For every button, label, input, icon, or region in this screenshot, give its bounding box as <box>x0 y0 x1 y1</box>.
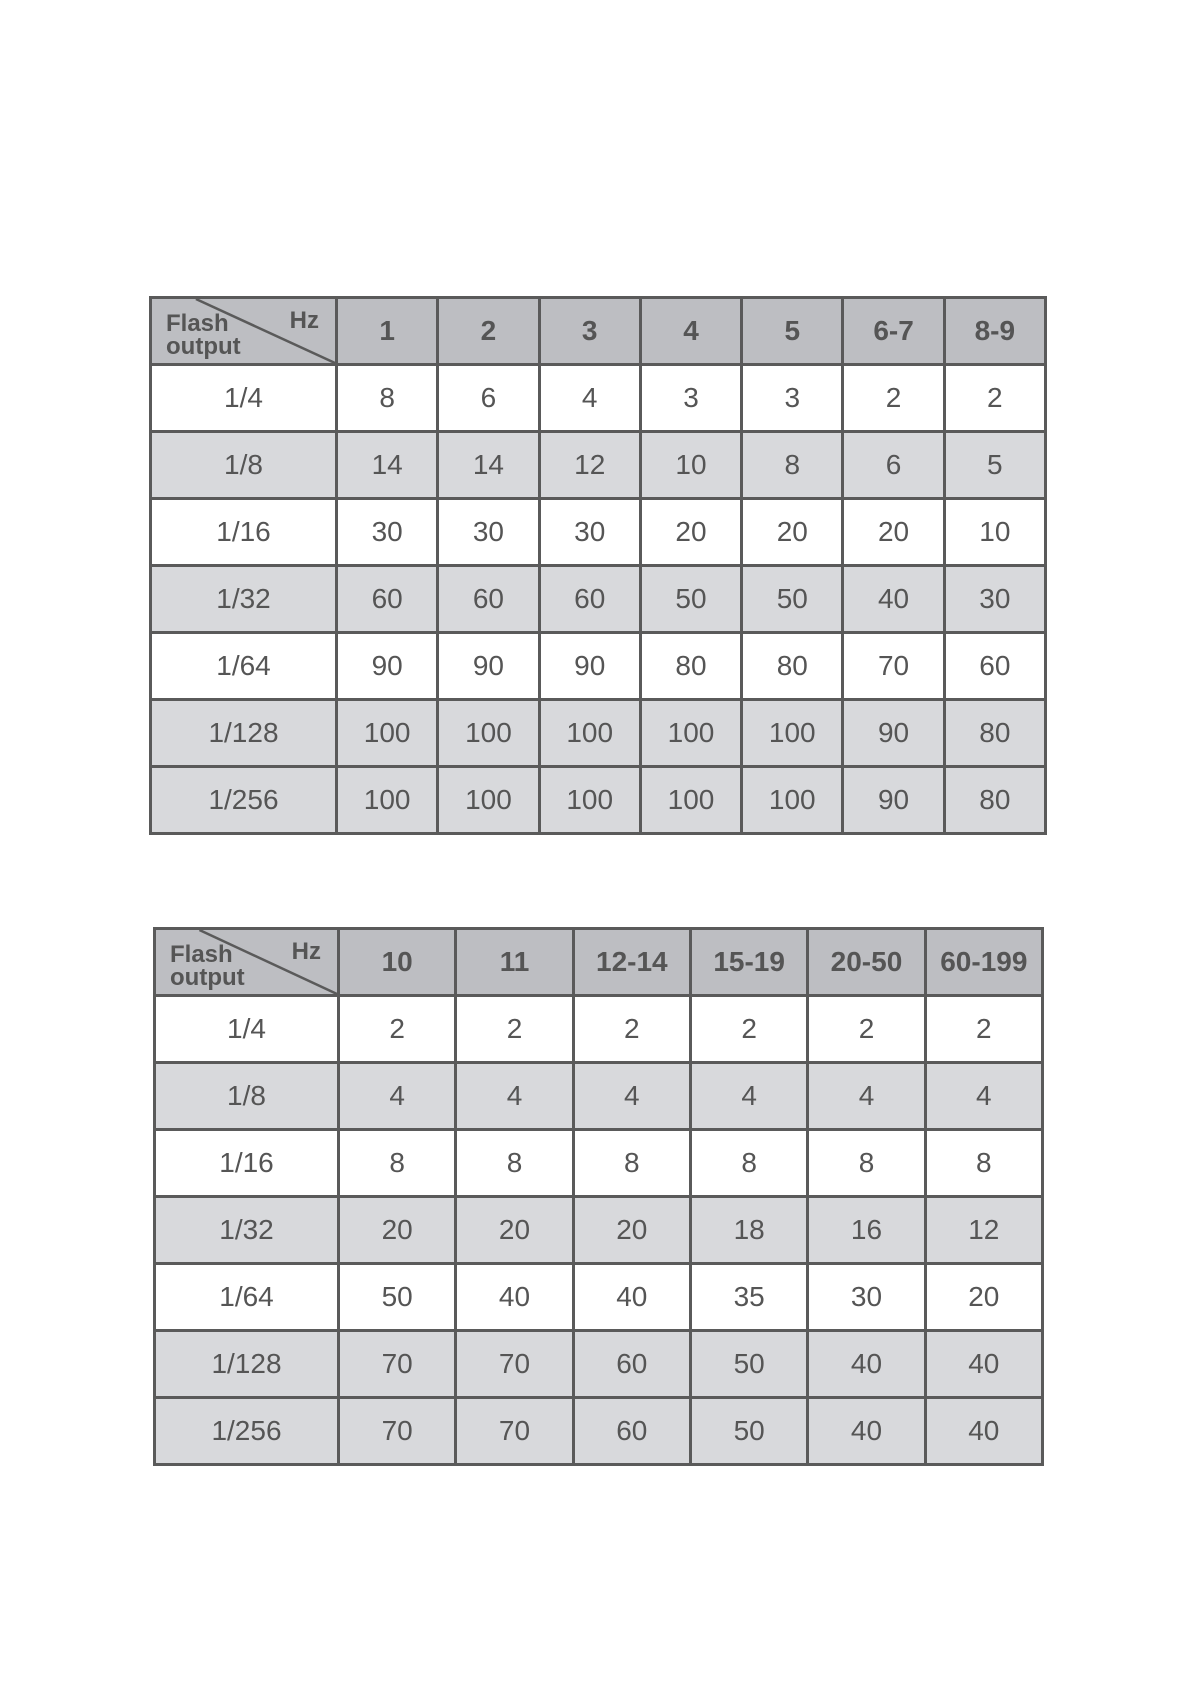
table-row <box>151 365 1046 432</box>
row-label: 1/16 <box>155 1130 339 1197</box>
table-row <box>155 1197 1043 1264</box>
hz-header: 1 <box>337 298 438 365</box>
table-cell: 70 <box>456 1398 573 1465</box>
table-cell: 4 <box>808 1063 925 1130</box>
hz-header: 20-50 <box>808 929 925 996</box>
table-cell: 20 <box>339 1197 456 1264</box>
table-cell: 30 <box>944 566 1045 633</box>
table-cell: 80 <box>944 767 1045 834</box>
corner-label-hz: Hz <box>291 938 321 965</box>
hz-header: 11 <box>456 929 573 996</box>
table-cell: 70 <box>843 633 944 700</box>
table-cell: 40 <box>808 1398 925 1465</box>
table-cell: 4 <box>925 1063 1042 1130</box>
table-cell: 60 <box>573 1398 690 1465</box>
table-cell: 50 <box>640 566 741 633</box>
table-row <box>151 499 1046 566</box>
hz-header: 5 <box>742 298 843 365</box>
table-cell: 20 <box>640 499 741 566</box>
table-cell: 90 <box>438 633 539 700</box>
table-row <box>151 566 1046 633</box>
hz-header: 15-19 <box>690 929 807 996</box>
row-label: 1/4 <box>151 365 337 432</box>
table-cell: 70 <box>339 1331 456 1398</box>
table-cell: 8 <box>339 1130 456 1197</box>
corner-header-cell <box>155 929 339 996</box>
row-label: 1/8 <box>151 432 337 499</box>
table-cell: 100 <box>742 767 843 834</box>
table-row <box>151 633 1046 700</box>
table-cell: 3 <box>742 365 843 432</box>
table-cell: 100 <box>337 700 438 767</box>
table-cell: 2 <box>925 996 1042 1063</box>
table-cell: 6 <box>438 365 539 432</box>
table-cell: 10 <box>944 499 1045 566</box>
table-cell: 100 <box>539 700 640 767</box>
table-cell: 90 <box>843 767 944 834</box>
hz-header: 8-9 <box>944 298 1045 365</box>
corner-label-hz: Hz <box>289 307 319 334</box>
table-row <box>155 1063 1043 1130</box>
table-row <box>151 700 1046 767</box>
table-cell: 14 <box>337 432 438 499</box>
table-cell: 80 <box>640 633 741 700</box>
table-cell: 60 <box>573 1331 690 1398</box>
table-cell: 50 <box>690 1398 807 1465</box>
hz-header: 4 <box>640 298 741 365</box>
table-cell: 5 <box>944 432 1045 499</box>
table-cell: 100 <box>640 767 741 834</box>
table-cell: 50 <box>690 1331 807 1398</box>
table-cell: 50 <box>742 566 843 633</box>
table-cell: 100 <box>438 767 539 834</box>
table-row <box>151 432 1046 499</box>
table-cell: 2 <box>339 996 456 1063</box>
table-cell: 20 <box>573 1197 690 1264</box>
table-cell: 8 <box>456 1130 573 1197</box>
table-cell: 100 <box>438 700 539 767</box>
table-cell: 50 <box>339 1264 456 1331</box>
table-cell: 3 <box>640 365 741 432</box>
table-cell: 10 <box>640 432 741 499</box>
table-cell: 4 <box>690 1063 807 1130</box>
table-cell: 20 <box>742 499 843 566</box>
table-cell: 14 <box>438 432 539 499</box>
table-cell: 100 <box>539 767 640 834</box>
table-cell: 12 <box>925 1197 1042 1264</box>
table-cell: 2 <box>690 996 807 1063</box>
table-cell: 16 <box>808 1197 925 1264</box>
row-label: 1/64 <box>151 633 337 700</box>
flash-table-1 <box>149 296 1047 835</box>
table-cell: 100 <box>337 767 438 834</box>
table-row <box>155 1130 1043 1197</box>
table-row <box>155 1398 1043 1465</box>
table-cell: 40 <box>843 566 944 633</box>
table-cell: 4 <box>456 1063 573 1130</box>
table-cell: 90 <box>843 700 944 767</box>
table-cell: 8 <box>690 1130 807 1197</box>
table-cell: 2 <box>944 365 1045 432</box>
table-cell: 4 <box>573 1063 690 1130</box>
table-row <box>155 1264 1043 1331</box>
table-cell: 90 <box>337 633 438 700</box>
hz-header: 12-14 <box>573 929 690 996</box>
table-cell: 30 <box>808 1264 925 1331</box>
table-cell: 8 <box>925 1130 1042 1197</box>
table-cell: 2 <box>843 365 944 432</box>
table-cell: 60 <box>539 566 640 633</box>
table-cell: 80 <box>742 633 843 700</box>
row-label: 1/128 <box>151 700 337 767</box>
row-label: 1/32 <box>155 1197 339 1264</box>
table-cell: 12 <box>539 432 640 499</box>
table-cell: 6 <box>843 432 944 499</box>
table-cell: 80 <box>944 700 1045 767</box>
row-label: 1/64 <box>155 1264 339 1331</box>
hz-header: 10 <box>339 929 456 996</box>
table-cell: 8 <box>808 1130 925 1197</box>
table-cell: 40 <box>925 1398 1042 1465</box>
table-cell: 30 <box>337 499 438 566</box>
table-cell: 2 <box>808 996 925 1063</box>
table-cell: 18 <box>690 1197 807 1264</box>
hz-header: 6-7 <box>843 298 944 365</box>
header-row <box>151 298 1046 365</box>
table-cell: 40 <box>456 1264 573 1331</box>
table-row <box>155 1331 1043 1398</box>
table-cell: 20 <box>925 1264 1042 1331</box>
table-row <box>155 996 1043 1063</box>
table-cell: 2 <box>456 996 573 1063</box>
table-cell: 70 <box>456 1331 573 1398</box>
row-label: 1/256 <box>151 767 337 834</box>
table-cell: 40 <box>925 1331 1042 1398</box>
table-cell: 40 <box>808 1331 925 1398</box>
corner-header-cell <box>151 298 337 365</box>
table-cell: 4 <box>539 365 640 432</box>
table-cell: 60 <box>337 566 438 633</box>
row-label: 1/16 <box>151 499 337 566</box>
table-cell: 60 <box>944 633 1045 700</box>
table-cell: 30 <box>539 499 640 566</box>
row-label: 1/4 <box>155 996 339 1063</box>
table-cell: 2 <box>573 996 690 1063</box>
hz-header: 60-199 <box>925 929 1042 996</box>
table-cell: 35 <box>690 1264 807 1331</box>
table-row <box>151 767 1046 834</box>
flash-table-2 <box>153 927 1044 1466</box>
table-cell: 20 <box>843 499 944 566</box>
table-cell: 30 <box>438 499 539 566</box>
corner-label-flash: Flash <box>170 941 233 968</box>
table-cell: 70 <box>339 1398 456 1465</box>
row-label: 1/8 <box>155 1063 339 1130</box>
table-cell: 4 <box>339 1063 456 1130</box>
hz-header: 3 <box>539 298 640 365</box>
row-label: 1/32 <box>151 566 337 633</box>
row-label: 1/256 <box>155 1398 339 1465</box>
header-row <box>155 929 1043 996</box>
table-cell: 100 <box>742 700 843 767</box>
corner-label-output: output <box>170 964 245 991</box>
table-cell: 8 <box>742 432 843 499</box>
table-cell: 20 <box>456 1197 573 1264</box>
hz-header: 2 <box>438 298 539 365</box>
table-cell: 90 <box>539 633 640 700</box>
table-cell: 100 <box>640 700 741 767</box>
row-label: 1/128 <box>155 1331 339 1398</box>
table-cell: 8 <box>337 365 438 432</box>
corner-label-flash: Flash <box>166 310 229 337</box>
table-cell: 8 <box>573 1130 690 1197</box>
table-cell: 60 <box>438 566 539 633</box>
corner-label-output: output <box>166 333 241 360</box>
table-cell: 40 <box>573 1264 690 1331</box>
